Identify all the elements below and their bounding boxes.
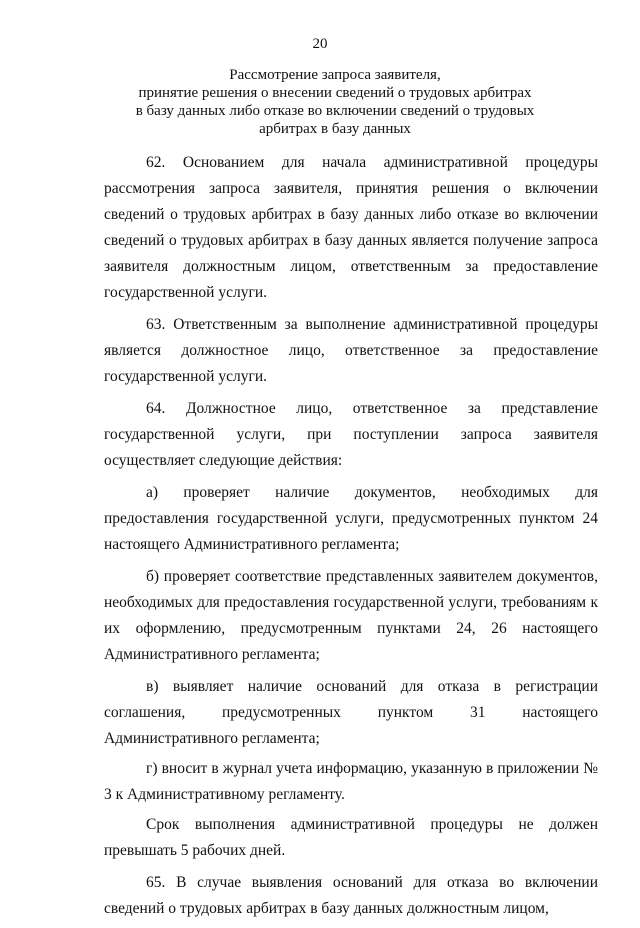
paragraph-62: 62. Основанием для начала административной процедуры рассмотрения запроса заявителя, принятия решения о включении сведений о трудовых арбитрах в базу данных либо отказе во включении сведений о трудовых арбитрах в базу данных является получение запроса заявителя должностным лицом, ответственным за предоставление государственной услуги. <box>104 154 598 301</box>
paragraph-64: 64. Должностное лицо, ответственное за представление государственной услуги, при поступлении запроса заявителя осуществляет следующие действия: <box>104 400 598 469</box>
paragraph-65: 65. В случае выявления оснований для отказа во включении сведений о трудовых арбитрах в базу данных должностным лицом, <box>104 874 598 917</box>
list-item-a: а) проверяет наличие документов, необходимых для предоставления государственной услуги, предусмотренных пунктом 24 настоящего Административного регламента; <box>104 484 598 553</box>
paragraph-deadline: Срок выполнения административной процедуры не должен превышать 5 рабочих дней. <box>104 816 598 859</box>
list-item-g: г) вносит в журнал учета информацию, указанную в приложении № 3 к Административному регламенту. <box>104 760 598 803</box>
page-number: 20 <box>312 36 328 52</box>
section-heading <box>130 66 540 138</box>
list-item-v: в) выявляет наличие оснований для отказа в регистрации соглашения, предусмотренных пунктом 31 настоящего Административного регламента; <box>104 678 598 747</box>
paragraph-63: 63. Ответственным за выполнение административной процедуры является должностное лицо, ответственное за предоставление государственной услуги. <box>104 316 598 385</box>
heading-line-1: Рассмотрение запроса заявителя, <box>229 67 441 83</box>
list-item-b: б) проверяет соответствие представленных заявителем документов, необходимых для предоставления государственной услуги, требованиям к их оформлению, предусмотренным пунктами 24, 26 настоящего Административного регламента; <box>104 568 598 663</box>
document-body <box>104 150 598 928</box>
heading-line-4: арбитрах в базу данных <box>259 121 411 137</box>
heading-line-2: принятие решения о внесении сведений о трудовых арбитрах <box>138 85 532 101</box>
heading-line-3: в базу данных либо отказе во включении сведений о трудовых <box>135 103 535 119</box>
